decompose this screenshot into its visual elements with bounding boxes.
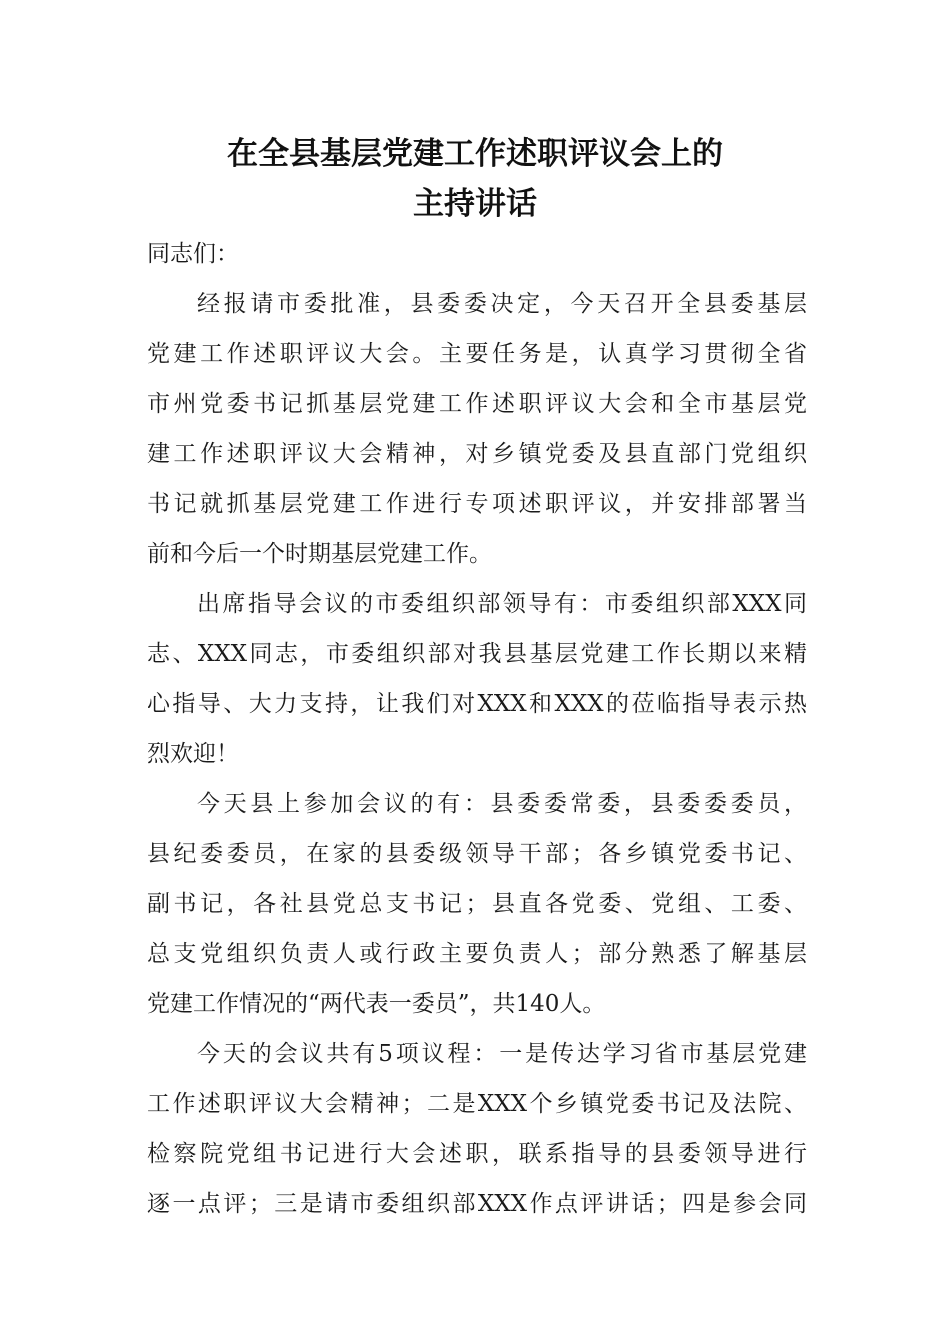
text-line: 经报请市委批准，县委委决定，今天召开全县委基层 [197, 291, 807, 317]
text-line: 党建工作情况的“两代表一委员”，共140人。 [147, 991, 606, 1017]
text-line: 党建工作述职评议大会。主要任务是，认真学习贯彻全省 [147, 341, 807, 367]
text-line: 县纪委委员，在家的县委级领导干部；各乡镇党委书记、 [147, 841, 807, 867]
text-line: 总支党组织负责人或行政主要负责人；部分熟悉了解基层 [147, 941, 807, 967]
text-line: 市州党委书记抓基层党建工作述职评议大会和全市基层党 [147, 391, 807, 417]
text-line: 心指导、大力支持，让我们对XXX和XXX的莅临指导表示热 [147, 691, 807, 717]
document-title-line-2: 主持讲话 [413, 186, 537, 222]
text-line: 逐一点评；三是请市委组织部XXX作点评讲话；四是参会同 [147, 1191, 807, 1217]
document-title-line-1: 在全县基层党建工作述职评议会上的 [227, 136, 723, 172]
text-line: 建工作述职评议大会精神，对乡镇党委及县直部门党组织 [147, 441, 807, 467]
text-line: 检察院党组书记进行大会述职，联系指导的县委领导进行 [147, 1141, 807, 1167]
text-line: 工作述职评议大会精神；二是XXX个乡镇党委书记及法院、 [147, 1091, 807, 1117]
text-line: 今天的会议共有5项议程：一是传达学习省市基层党建 [197, 1041, 807, 1067]
text-line: 前和今后一个时期基层党建工作。 [147, 541, 492, 567]
text-line: 书记就抓基层党建工作进行专项述职评议，并安排部署当 [147, 491, 807, 517]
text-line: 志、XXX同志，市委组织部对我县基层党建工作长期以来精 [147, 641, 807, 667]
text-line: 烈欢迎！ [147, 741, 239, 767]
text-line: 副书记，各社县党总支书记；县直各党委、党组、工委、 [147, 891, 807, 917]
salutation: 同志们： [147, 241, 239, 267]
text-line: 出席指导会议的市委组织部领导有：市委组织部XXX同 [197, 591, 807, 617]
text-line: 今天县上参加会议的有：县委委常委，县委委委员， [197, 791, 807, 817]
